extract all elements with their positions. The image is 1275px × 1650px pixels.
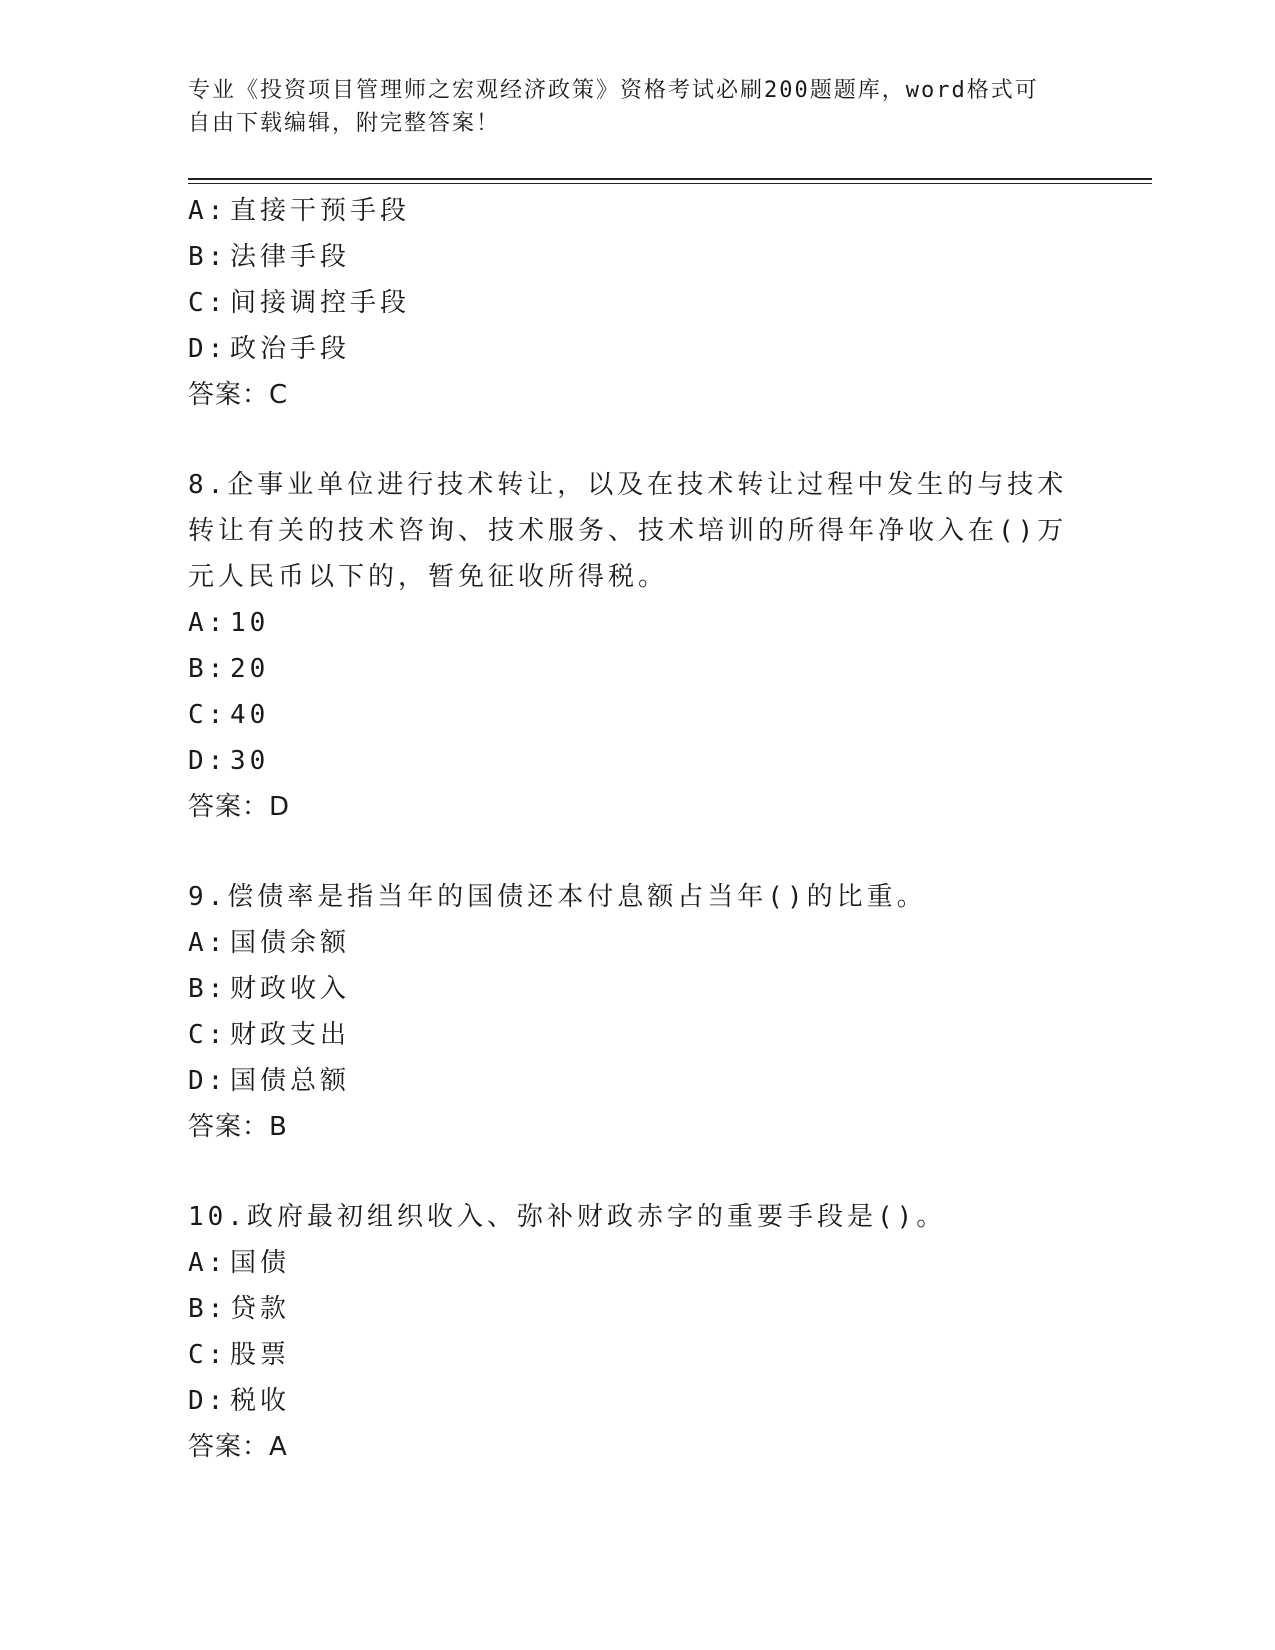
question-10 xyxy=(188,1194,1088,1470)
option-d xyxy=(188,326,1088,372)
option-text: 财政支出 xyxy=(230,1020,351,1050)
option-a xyxy=(188,600,1088,646)
option-key: D: xyxy=(188,1386,228,1416)
option-text: 国债余额 xyxy=(230,928,351,958)
option-key: B: xyxy=(188,1294,228,1324)
option-key: B: xyxy=(188,654,228,684)
option-text: 20 xyxy=(230,654,270,684)
question-text: 10.政府最初组织收入、弥补财政赤字的重要手段是()。 xyxy=(188,1202,947,1232)
question-8 xyxy=(188,462,1088,830)
answer: 答案：C xyxy=(188,380,289,410)
option-key: C: xyxy=(188,1020,228,1050)
option-key: D: xyxy=(188,334,228,364)
option-text: 40 xyxy=(230,700,270,730)
option-b xyxy=(188,646,1088,692)
option-text: 直接干预手段 xyxy=(230,196,411,226)
option-text: 税收 xyxy=(230,1386,291,1416)
option-key: A: xyxy=(188,928,228,958)
option-key: A: xyxy=(188,608,228,638)
option-text: 国债 xyxy=(230,1248,291,1278)
option-text: 国债总额 xyxy=(230,1066,351,1096)
option-text: 10 xyxy=(230,608,270,638)
option-key: A: xyxy=(188,1248,228,1278)
question-7 xyxy=(188,188,1088,418)
option-b xyxy=(188,1286,1088,1332)
question-list xyxy=(188,188,1088,1470)
option-text: 贷款 xyxy=(230,1294,291,1324)
option-c xyxy=(188,1012,1088,1058)
answer: 答案：B xyxy=(188,1112,288,1142)
option-d xyxy=(188,1378,1088,1424)
option-key: C: xyxy=(188,288,228,318)
option-text: 法律手段 xyxy=(230,242,351,272)
option-key: B: xyxy=(188,974,228,1004)
question-text: 9.偿债率是指当年的国债还本付息额占当年()的比重。 xyxy=(188,882,927,912)
option-d xyxy=(188,738,1088,784)
question-text: 8.企事业单位进行技术转让，以及在技术转让过程中发生的与技术转让有关的技术咨询、技术服务、技术培训的所得年净收入在()万元人民币以下的，暂免征收所得税。 xyxy=(188,470,1068,592)
option-key: C: xyxy=(188,700,228,730)
option-key: D: xyxy=(188,1066,228,1096)
option-key: A: xyxy=(188,196,228,226)
option-text: 间接调控手段 xyxy=(230,288,411,318)
option-text: 政治手段 xyxy=(230,334,351,364)
header-divider-thin xyxy=(188,183,1152,184)
option-b xyxy=(188,234,1088,280)
option-text: 财政收入 xyxy=(230,974,351,1004)
option-key: C: xyxy=(188,1340,228,1370)
option-b xyxy=(188,966,1088,1012)
option-a xyxy=(188,920,1088,966)
option-a xyxy=(188,188,1088,234)
option-d xyxy=(188,1058,1088,1104)
option-text: 股票 xyxy=(230,1340,291,1370)
option-key: B: xyxy=(188,242,228,272)
option-text: 30 xyxy=(230,746,270,776)
answer: 答案：D xyxy=(188,792,291,822)
option-c xyxy=(188,280,1088,326)
question-9 xyxy=(188,874,1088,1150)
option-c xyxy=(188,1332,1088,1378)
option-c xyxy=(188,692,1088,738)
header-divider-thick xyxy=(188,178,1152,180)
header-line-2: 自由下载编辑，附完整答案！ xyxy=(188,111,501,136)
answer: 答案：A xyxy=(188,1432,288,1462)
header-line-1: 专业《投资项目管理师之宏观经济政策》资格考试必刷200题题库，word格式可 xyxy=(188,78,1039,103)
option-a xyxy=(188,1240,1088,1286)
page-header xyxy=(188,74,1068,140)
option-key: D: xyxy=(188,746,228,776)
